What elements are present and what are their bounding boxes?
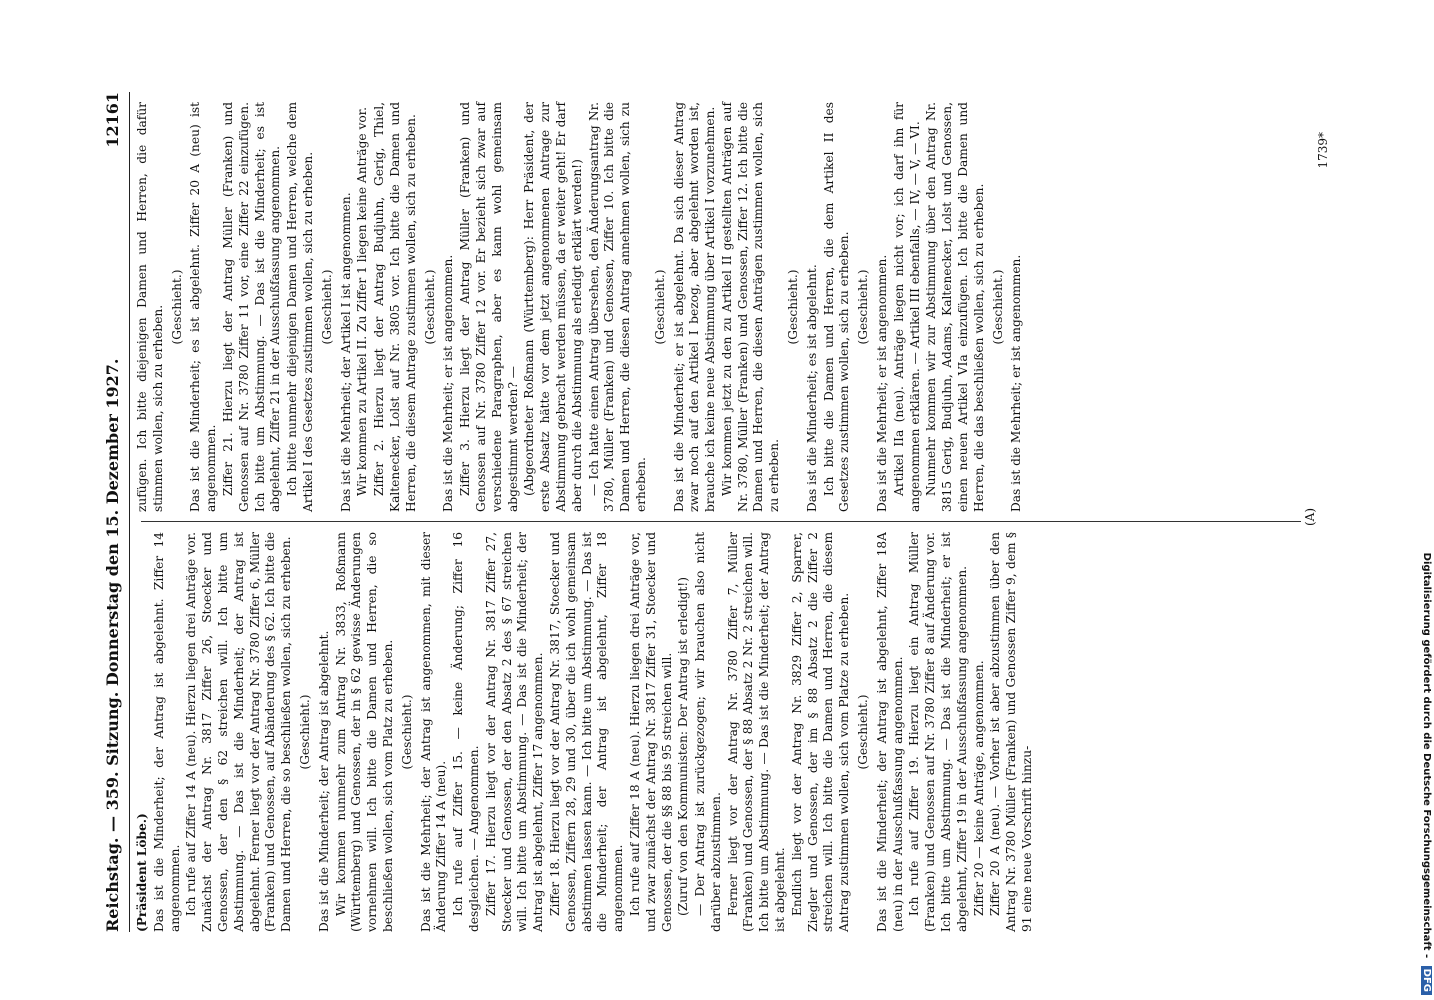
paragraph: Das ist die Mehrheit; er ist angenommen. xyxy=(875,254,890,512)
paragraph: Ich bitte nunmehr diejenigen Damen und Herren, welche dem Artikel I des Gesetzes zustimmen wollen, sich zu erheben. xyxy=(285,102,315,512)
paragraph: (Abgeordneter Roßmann (Württemberg): Herr Präsident, der erste Absatz hätte vor dem jetzt angenommenen Antrage zur Abstimmung gebracht werden müssen, da er weiter geht! Er darf aber durch die Abstimmung als erledigt erklärt werden!) xyxy=(522,102,584,512)
paragraph: Ich rufe auf Ziffer 15. — keine Änderung; Ziffer 16 desgleichen. — Angenommen. xyxy=(451,532,481,932)
paragraph: — Der Antrag ist zurückgezogen; wir brauchen also nicht darüber abzustimmen. xyxy=(693,532,723,932)
paragraph: Ich rufe auf Ziffer 14 A (neu). Hierzu liegen drei Anträge vor. Zunächst der Antrag Nr. 3817 Ziffer 26, Stoecker und Genossen, der den § 62 streichen will. Ich bitte um Abstimmung. — Das ist die Minderheit; der Antrag ist abgelehnt. Ferner liegt vor der Antrag Nr. 3780 Ziffer 6, Müller (Franken) und Genossen, auf Abänderung des § 62. Ich bitte die Damen und Herren, die so beschließen wollen, sich zu erheben. xyxy=(184,532,294,932)
paragraph: Artikel IIa (neu). Anträge liegen nicht vor; ich darf ihn für angenommen erklären. — Artikel III ebenfalls, — IV, — V, — VI. xyxy=(891,102,922,512)
paragraph: Das ist die Mehrheit; er ist angenommen. xyxy=(441,254,456,512)
margin-marker-a: (A) xyxy=(1303,507,1317,526)
digitization-credit-strip xyxy=(1418,5,1432,995)
paragraph: (Geschieht.) xyxy=(786,269,801,345)
paragraph: (Geschieht.) xyxy=(297,694,312,770)
running-title: Reichstag. — 359. Sitzung. Donnerstag den 15. Dezember 1927. xyxy=(103,358,122,932)
dfg-logo: DFG xyxy=(1421,966,1432,995)
paragraph: Wir kommen jetzt zu den zu Artikel II gestellten Anträgen auf Nr. 3780, Müller (Franken) und Genossen, Ziffer 12. Ich bitte die Damen und Herren, die diesen Anträgen zustimmen wollen, sich zu erheben. xyxy=(719,102,782,512)
paragraph: zufügen. Ich bitte diejenigen Damen und Herren, die dafür stimmen wollen, sich zu erheben. xyxy=(135,102,165,512)
paragraph: Ich bitte die Damen und Herren, die dem Artikel II des Gesetzes zustimmen wollen, sich zu erheben. xyxy=(821,102,852,512)
paragraph: Wir kommen zu Artikel II. Zu Ziffer 1 liegen keine Anträge vor. xyxy=(355,106,370,496)
paragraph: (Geschieht.) xyxy=(422,269,437,345)
paragraph: Ziffer 17. Hierzu liegt vor der Antrag Nr. 3817 Ziffer 27, Stoecker und Genossen, der den Absatz 2 des § 67 streichen will. Ich bitte um Abstimmung. — Das ist die Minderheit; der Antrag ist abgelehnt, Ziffer 17 angenommen. xyxy=(483,532,546,932)
paragraph: Das ist die Minderheit; es ist abgelehnt. xyxy=(804,264,819,512)
paragraph: Das ist die Minderheit; der Antrag ist abgelehnt, Ziffer 18A (neu) in der Ausschußfassung angenommen. xyxy=(874,532,905,932)
paragraph: Ziffer 20 A (neu). — Vorher ist aber abzustimmen über den Antrag Nr. 3780 Müller (Franken) und Genossen Ziffer 9, dem § 91 eine neue Vorschrift hinzu- xyxy=(988,532,1035,932)
credit-text: Digitalisierung gefördert durch die Deutsche Forschungsgemeinschaft - xyxy=(1421,552,1432,959)
paragraph: — Ich hatte einen Antrag übersehen, den Änderungsantrag Nr. 3780, Müller (Franken) und Genossen, Ziffer 10. Ich bitte die Damen und Herren, die diesen Antrag annehmen wollen, sich zu erheben. xyxy=(586,102,648,512)
paragraph: Wir kommen nunmehr zum Antrag Nr. 3833, Roßmann (Württemberg) und Genossen, der in § 62 gewisse Änderungen vornehmen will. Ich bitte die Damen und Herren, die so beschließen wollen, sich vom Platz zu erheben. xyxy=(333,532,395,932)
paragraph: (Geschieht.) xyxy=(652,269,667,345)
paragraph: Ferner liegt vor der Antrag Nr. 3780 Ziffer 7, Müller (Franken) und Genossen, der § 88 Absatz 2 Nr. 2 streichen will. Ich bitte um Abstimmung. — Das ist die Minderheit; der Antrag ist abgelehnt. xyxy=(725,532,788,932)
header-rule xyxy=(129,92,130,932)
column-divider xyxy=(141,521,1301,522)
rotated-page-content xyxy=(101,92,1330,932)
paragraph: Das ist die Minderheit; er ist abgelehnt. Da sich dieser Antrag zwar noch auf den Artikel I bezog, aber abgelehnt worden ist, brauche ich keine neue Abstimmung über Artikel I vorzunehmen. xyxy=(671,102,718,512)
paragraph: Das ist die Mehrheit; er ist angenommen. xyxy=(1009,254,1024,512)
paragraph: Ich rufe auf Ziffer 19. Hierzu liegt ein Antrag Müller (Franken) und Genossen auf Nr. 3780 Ziffer 8 auf Änderung vor. Ich bitte um Abstimmung. — Das ist die Minderheit; er ist abgelehnt, Ziffer 19 in der Ausschußfassung angenommen. xyxy=(907,532,969,932)
paragraph: Ziffer 2. Hierzu liegt der Antrag Budjuhn, Gerig, Thiel, Kaltenecker, Lolst auf Nr. 3805 vor. Ich bitte die Damen und Herren, die diesem Antrage zustimmen wollen, sich zu erheben. xyxy=(372,102,418,512)
left-column xyxy=(135,532,1315,932)
paragraph: (Geschieht.) xyxy=(169,269,184,345)
paragraph: (Geschieht.) xyxy=(319,269,334,345)
right-column xyxy=(135,102,1315,512)
paragraph: Ziffer 21. Hierzu liegt der Antrag Müller (Franken) und Genossen auf Nr. 3780 Ziffer 11 vor, eine Ziffer 22 einzufügen. Ich bitte um Abstimmung. — Das ist die Minderheit; es ist abgelehnt, Ziffer 21 in der Ausschußfassung angenommen. xyxy=(220,102,283,512)
speaker-label: (Präsident Löbe.) xyxy=(135,813,149,932)
paragraph: Nunmehr kommen wir zur Abstimmung über den Antrag Nr. 3815 Gerig, Budjuhn, Adams, Kaltenecker, Lolst und Genossen, einen neuen Artikel VIa einzufügen. Ich bitte die Damen und Herren, die das beschließen wollen, sich zu erheben. xyxy=(924,102,986,512)
paragraph: Endlich liegt vor der Antrag Nr. 3829 Ziffer 2, Sparrer, Ziegler und Genossen, der im § 88 Absatz 2 die Ziffer 2 streichen will. Ich bitte die Damen und Herren, die diesem Antrag zustimmen wollen, sich vom Platze zu erheben. xyxy=(789,532,852,932)
page-header xyxy=(101,92,129,932)
paragraph: Das ist die Minderheit; der Antrag ist abgelehnt. xyxy=(316,630,331,932)
paragraph: Ich rufe auf Ziffer 18 A (neu). Hierzu liegen drei Anträge vor, und zwar zunächst der Antrag Nr. 3817 Ziffer 31, Stoecker und Genossen, der die §§ 88 bis 95 streichen will. xyxy=(627,532,674,932)
paragraph: Ziffer 3. Hierzu liegt der Antrag Müller (Franken) und Genossen auf Nr. 3780 Ziffer 12 vor. Er bezieht sich zwar auf verschiedene Paragraphen, aber es kann wohl gemeinsam abgestimmt werden? — xyxy=(458,102,520,512)
paragraph: (Geschieht.) xyxy=(856,694,871,770)
signature-mark: 1739* xyxy=(1316,132,1330,169)
paragraph: Das ist die Mehrheit; der Artikel I ist angenommen. xyxy=(338,192,353,512)
paragraph: Das ist die Minderheit; der Antrag ist abgelehnt. Ziffer 14 angenommen. xyxy=(151,532,182,932)
paragraph: Ziffer 20 — keine Anträge, angenommen. xyxy=(971,660,986,916)
page-number: 12161 xyxy=(103,92,122,148)
paragraph: Das ist die Mehrheit; der Antrag ist angenommen, mit dieser Änderung Ziffer 14 A (neu). xyxy=(418,532,449,932)
paragraph: (Geschieht.) xyxy=(990,269,1005,345)
paragraph: (Geschieht.) xyxy=(399,694,414,770)
paragraph: (Zuruf von den Kommunisten: Der Antrag ist erledigt!) xyxy=(676,577,691,916)
paragraph: Das ist die Minderheit; es ist abgelehnt. Ziffer 20 A (neu) ist angenommen. xyxy=(188,102,219,512)
paragraph: Ziffer 18. Hierzu liegt vor der Antrag Nr. 3817, Stoecker und Genossen, Ziffern 28, 29 und 30, über die ich wohl gemeinsam abstimmen lassen kann. — Ich bitte um Abstimmung. — Das ist die Minderheit; der Antrag ist abgelehnt, Ziffer 18 angenommen. xyxy=(547,532,626,932)
paragraph: (Geschieht.) xyxy=(856,269,871,345)
